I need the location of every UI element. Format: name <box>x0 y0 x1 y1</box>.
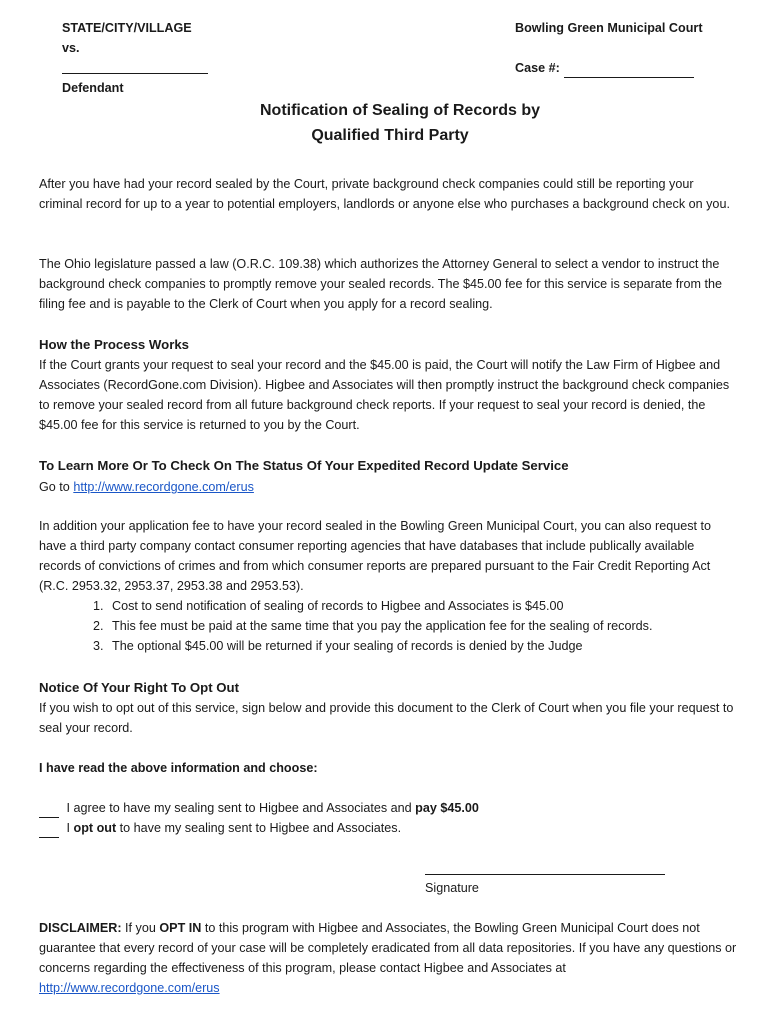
fee-list <box>39 596 770 656</box>
intro-paragraph-2: The Ohio legislature passed a law (O.R.C. 109.38) which authorizes the Attorney General to select a vendor to instruct the background check companies to promptly remove your sealed records. The $45.00 fee for this service is separate from the filing fee and is payable to the Clerk of Court when you apply for a record sealing. <box>39 257 722 311</box>
goto-prefix: Go to <box>39 480 74 494</box>
document-title-line1: Notification of Sealing of Records by <box>259 102 541 119</box>
learn-more-heading: To Learn More Or To Check On The Status Of Your Expedited Record Update Service <box>39 458 569 473</box>
agree-text: I agree to have my sealing sent to Higbee and Associates and <box>63 801 416 815</box>
court-name: Bowling Green Municipal Court <box>515 21 703 35</box>
opt-out-text-pre: I <box>63 821 74 835</box>
choice-prompt: I have read the above information and choose: <box>39 761 318 775</box>
opt-out-heading: Notice Of Your Right To Opt Out <box>39 680 239 695</box>
case-number-field <box>515 58 694 78</box>
document-title-line2: Qualified Third Party <box>311 127 469 144</box>
opt-out-bold: opt out <box>73 821 117 835</box>
list-item: 1. Cost to send notification of sealing of records to Higbee and Associates is $45.00 <box>107 596 770 616</box>
goto-line <box>39 477 739 497</box>
process-paragraph: If the Court grants your request to seal your record and the $45.00 is paid, the Court will notify the Law Firm of Higbee and Associates (RecordGone.com Division). Higbee and Associates will then promptly instruct the background check companies to remove your sealed record from all future background check reports. If your request to seal your record is denied, the $45.00 fee for this service is returned to you by the Court. <box>39 358 730 432</box>
defendant-label: Defendant <box>62 81 124 95</box>
disclaimer-paragraph <box>39 918 739 998</box>
case-number-line <box>564 63 694 78</box>
opt-in-bold: OPT IN <box>159 921 202 935</box>
case-number-label: Case #: <box>515 61 560 75</box>
state-city-village-label: STATE/CITY/VILLAGE <box>62 21 192 35</box>
opt-out-paragraph: If you wish to opt out of this service, sign below and provide this document to the Clerk of Court when you file your request to seal your record. <box>39 701 734 735</box>
opt-out-checkbox-line[interactable] <box>39 824 59 838</box>
signature-label: Signature <box>425 881 479 895</box>
vs-label: vs. <box>62 41 80 55</box>
list-item: 2. This fee must be paid at the same time that you pay the application fee for the sealing of records. <box>107 616 770 636</box>
disclaimer-link[interactable]: http://www.recordgone.com/erus <box>39 981 220 995</box>
disclaimer-label: DISCLAIMER: <box>39 921 122 935</box>
defendant-name-line <box>62 73 208 74</box>
opt-out-option[interactable] <box>39 818 401 838</box>
process-heading: How the Process Works <box>39 337 189 352</box>
opt-out-text-post: to have my sealing sent to Higbee and Associates. <box>116 821 402 835</box>
list-item: 3. The optional $45.00 will be returned if your sealing of records is denied by the Judge <box>107 636 770 656</box>
agree-option[interactable] <box>39 798 479 818</box>
disclaimer-body: to this program with Higbee and Associates, the Bowling Green Municipal Court does not guarantee that every record of your case will be completely eradicated from all data repositories. If you have any questions or concerns regarding the effectiveness of this program, please contact Higbee and Associates at <box>39 921 737 975</box>
signature-line[interactable] <box>425 874 665 875</box>
agree-fee-text: pay $45.00 <box>415 801 479 815</box>
agree-checkbox-line[interactable] <box>39 804 59 818</box>
recordgone-link[interactable]: http://www.recordgone.com/erus <box>73 480 254 494</box>
disclaimer-pre: If you <box>121 921 160 935</box>
intro-paragraph-1: After you have had your record sealed by the Court, private background check companies could still be reporting your criminal record for up to a year to potential employers, landlords or anyone else who purchases a background check on you. <box>39 177 730 211</box>
addition-paragraph: In addition your application fee to have your record sealed in the Bowling Green Municipal Court, you can also request to have a third party company contact consumer reporting agencies that have databases that include publically available records of convictions of crimes and from which consumer reports are prepared pursuant to the Fair Credit Reporting Act (R.C. 2953.32, 2953.37, 2953.38 and 2953.53). <box>39 519 712 593</box>
